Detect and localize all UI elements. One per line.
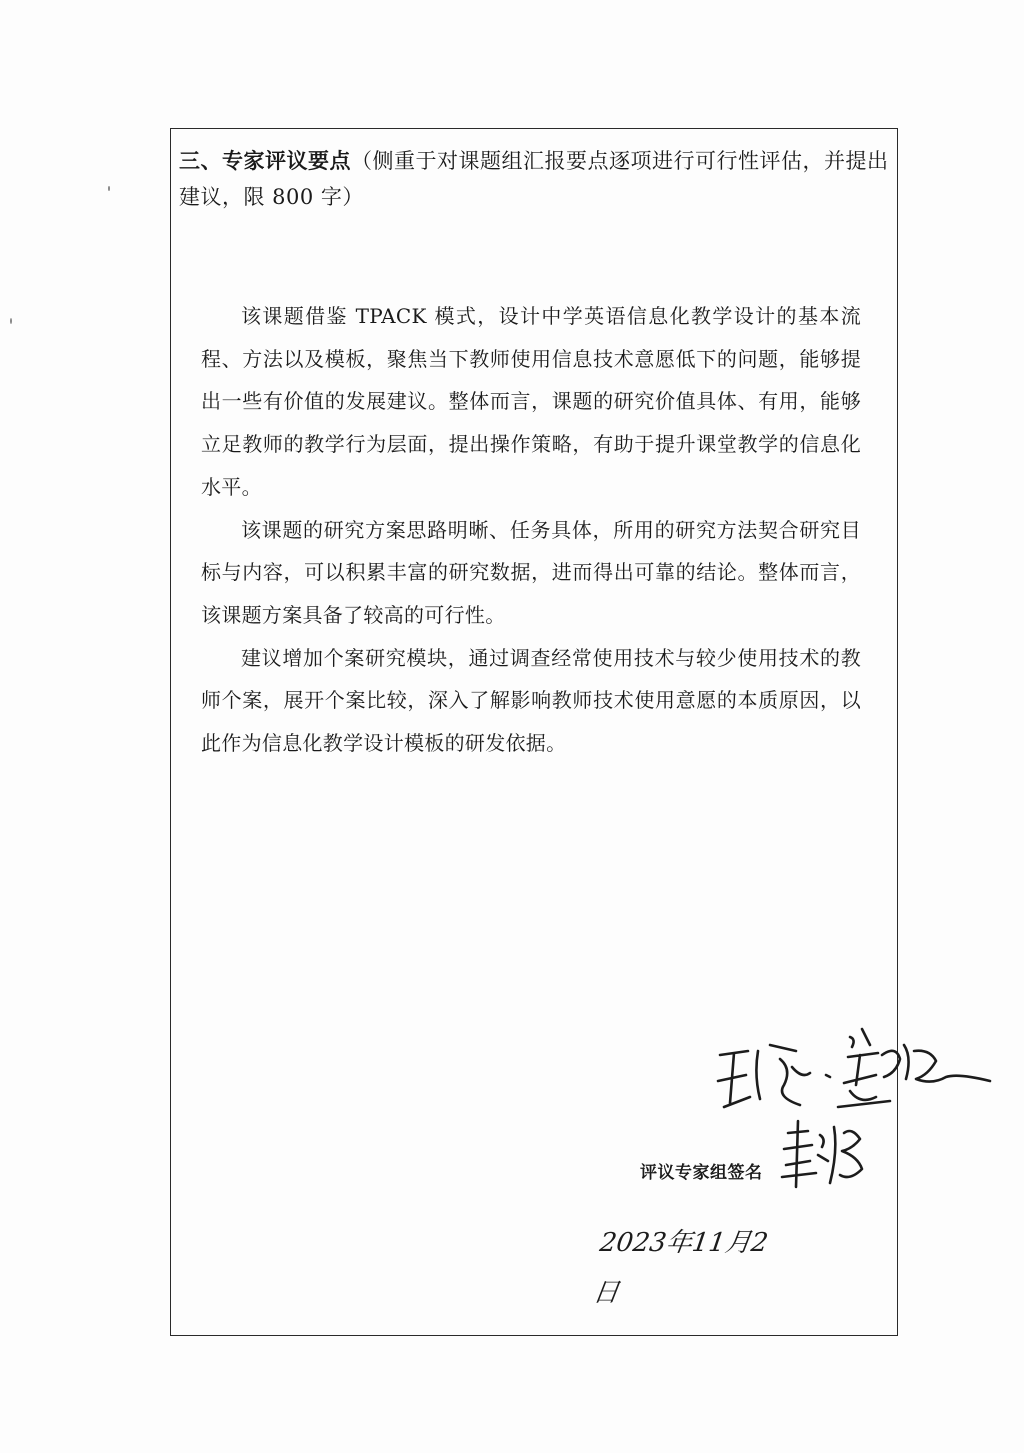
paragraph-suggestion: 建议增加个案研究模块，通过调查经常使用技术与较少使用技术的教师个案，展开个案比较，深入了解影响教师技术使用意愿的本质原因，以此作为信息化教学设计模板的研发依据。 [201, 645, 861, 756]
date-text: 2023年11月2日 [590, 1228, 770, 1308]
handwritten-signatures [700, 1015, 1000, 1195]
paragraph-feasibility: 该课题的研究方案思路明晰、任务具体，所用的研究方法契合研究目标与内容，可以积累丰富的研究数据，进而得出可靠的结论。整体而言，该课题方案具备了较高的可行性。 [201, 517, 861, 627]
review-comments [201, 295, 861, 765]
section-heading [179, 143, 894, 215]
paragraph-value: 该课题借鉴 TPACK 模式，设计中学英语信息化教学设计的基本流程、方法以及模板，聚焦当下教师使用信息技术意愿低下的问题，能够提出一些有价值的发展建议。整体而言，课题的研究价值具体、有用，能够立足教师的教学行为层面，提出操作策略，有助于提升课堂教学的信息化水平。 [201, 304, 861, 499]
scan-speck [108, 186, 110, 191]
scan-speck [10, 318, 12, 324]
handwritten-date [590, 1218, 783, 1308]
section-number: 三、 [179, 148, 222, 173]
section-note: （侧重于对课题组汇报要点逐项进行可行性评估，并提出建议，限 800 字） [179, 149, 889, 209]
section-title: 专家评议要点 [222, 148, 351, 173]
signature-label: 评议专家组签名 [640, 1163, 763, 1183]
